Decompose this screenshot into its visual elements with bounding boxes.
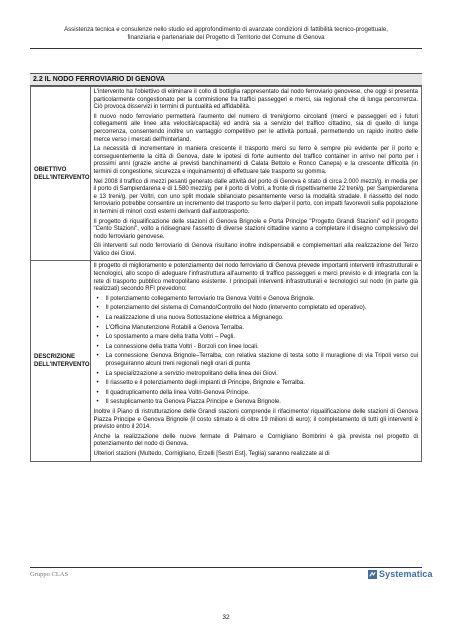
objective-row [31, 87, 422, 261]
description-intro: Il progetto di miglioramento e potenziamento del nodo ferroviario di Genova prevede importanti interventi infrastrutturali e tecnologici, allo scopo di adeguare l'infrastruttura all'aumento di traffico passeggeri e merci previsto e di integrarla con la rete di trasporto pubblico metropolitano esistente. I principali interventi infrastrutturali e tecnologici sul nodo (in parte già realizzati) secondo RFI prevedono: [93, 263, 418, 293]
page-number: 32 [222, 614, 230, 621]
list-item: • La specializzazione a servizio metropolitano della linea dei Giovi. [94, 371, 418, 379]
description-body [90, 261, 421, 461]
intervention-list [94, 296, 418, 407]
footer-company: Gruppo CLAS [30, 571, 69, 578]
header-line-1: Assistenza tecnica e consulenze nello studio ed approfondimento di avanzate condizioni di fattibilità tecnico-progettuale, [64, 26, 388, 33]
objective-paragraph: L'intervento ha l'obiettivo di eliminare il collo di bottiglia rappresentato dal nodo ferroviario genovese, che oggi si presenta particolarmente congestionato per la commistione fra traffici passeggeri e merci, sia regionali che di lunga percorrenza. Ciò provoca disservizi in termini di puntualità ed affidabilità. [93, 89, 418, 111]
list-item: • Il potenziamento collegamento ferroviario tra Genova Voltri e Genova Brignole. [94, 296, 418, 304]
systematica-logo [368, 569, 433, 579]
list-item: • Il potenziamento del sistema di Comando/Controllo del Nodo (intervento completato ed operativo). [94, 305, 418, 313]
footer-divider [30, 567, 422, 568]
page-header [30, 26, 422, 42]
header-line-2: finanziaria e partenariale del Progetto di Territorio del Comune di Genova [127, 34, 325, 41]
list-item: • Lo spostamento a mare della tratta Voltri – Pegli. [94, 334, 418, 342]
objective-paragraph: Nel 2008 il traffico di mezzi pesanti generato dalle attività del porto di Genova è stato di circa 2.000 mezzi/g. in media per il porto di Sampierdarena e di 1.580 mezzi/g. per il porto di Voltri, a fronte di rispettivamente 22 treni/g. per Sampierdarena e 13 treni/g. per Voltri, con uno split modale sbilanciato pesantemente verso la modalità stradale. Il riassetto del nodo ferroviario potrebbe consentire un incremento del trasporto su ferro da/per il porto, con impatti favorevoli sulla popolazione in termini di minori costi esterni derivanti dall'autotrasporto. [93, 178, 418, 215]
list-item: • La connessione Genova Brignole–Terralba, con relativa stazione di testa sotto il muraglione di via Tripoli verso cui proseguiranno alcuni treni regionali negli orari di punta [94, 353, 418, 368]
objective-body [90, 87, 421, 261]
objective-paragraph: La necessità di incrementare in maniera crescente il trasporto merci su ferro è sempre più evidente per il porto e conseguentemente la città di Genova, date le ipotesi di forte aumento del traffico container in arrivo nel porto per i prossimi anni (grazie anche ai previsti banchinamenti di Calata Bettolo e Ronco Canepa) e la crescente difficoltà (in termini di congestione, sicurezza e inquinamento) di effettuare tale trasporto su gomma. [93, 146, 418, 175]
header-divider [30, 48, 422, 49]
list-item: • Il riassetto e il potenziamento degli impianti di Principe, Brignole e Terralba. [94, 380, 418, 388]
content-table [30, 86, 422, 462]
logo-text: Systematica [379, 569, 433, 579]
objective-paragraph: Il progetto di riqualificazione delle stazioni di Genova Brignole e Porta Principe "Progetto Grandi Stazioni" ed il progetto "Cento Stazioni", volto a ridisegnare l'assetto di diverse stazioni cittadine vanno a completare il disegno complessivo del nodo ferroviario genovese. [93, 218, 418, 240]
objective-label: OBIETTIVO DELL'INTERVENTO [31, 87, 91, 261]
systematica-logo-icon [368, 570, 377, 579]
objective-paragraph: Il nuovo nodo ferroviario permetterà l'aumento del numero di treni/giorno circolanti (merci e passeggeri ed i futuri collegamenti alle linee alta velocità/capacità) ed andrà sia a servizio del traffico cittadino, sia di quello di lunga percorrenza, consentendo inoltre un vantaggio competitivo per le attività portuali, permettendo un rapido inoltro delle merce verso i mercati dell'hinterland. [93, 113, 418, 143]
list-item: • La connessione della tratta Voltri - Borzoli con linee locali. [94, 344, 418, 352]
description-paragraph: Inoltre il Piano di ristrutturazione delle Grandi stazioni comprende il rifacimento/ riqualificazione delle stazioni di Genova Piazza Principe e Genova Brignole (il costo stimato è di oltre 19 milioni di euro); il completamento di tutti gli interventi è previsto entro il 2014. [93, 408, 418, 431]
list-item: • L'Officina Manutenzione Rotabili a Genova Terralba. [94, 325, 418, 333]
description-paragraph: Anche la realizzazione delle nuove fermate di Palmaro e Cornigliano Bombrini è già prevista nel progetto di potenziamento del nodo di Genova. [93, 433, 418, 448]
description-paragraph: Ulteriori stazioni (Multedo, Cornigliano, Erzelli [Sestri Est], Teglia) saranno realizzate al di [93, 450, 330, 457]
section-title: 2.2 IL NODO FERROVIARIO DI GENOVA [30, 73, 422, 86]
description-row [31, 261, 422, 461]
description-label: DESCRIZIONE DELL'INTERVENTO [31, 261, 91, 461]
list-item: • Il quadruplicamento della linea Voltri-Genova Principe. [94, 390, 418, 398]
objective-paragraph: Gli interventi sul nodo ferroviario di Genova risultano inoltre indispensabili e complementari alla realizzazione del Terzo Valico dei Giovi. [93, 243, 418, 257]
list-item: • Il sestuplicamento tra Genova Piazza Principe e Genova Brignole. [94, 399, 418, 407]
list-item: • La realizzazione di una nuova Sottostazione elettrica a Mignanego. [94, 315, 418, 323]
